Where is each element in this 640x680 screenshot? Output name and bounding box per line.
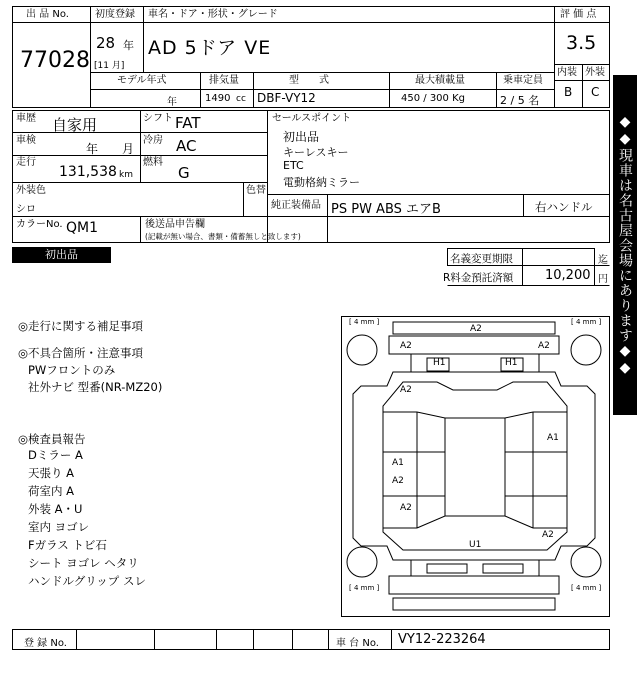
damage-mark-fender-left: A2 [400,385,412,395]
ac-label: 冷房 [143,135,163,146]
ac: AC [176,137,197,155]
recycle-unit: 円 [598,274,608,285]
name-change-label: 名義変更期限 [450,253,513,265]
equipment: PS PW ABS エアB [331,202,441,217]
damage-mark-front-bumper: A2 [470,324,482,334]
driving-notes-title: ◎走行に関する補足事項 [18,319,144,333]
damage-mark-front-left: A2 [400,341,412,351]
color-no-label: カラーNo. [16,219,63,230]
inspection-month-unit: 月 [122,142,135,156]
damage-mark-headlight-right: H1 [505,358,518,368]
defect-item: 社外ナビ 型番(NR-MZ20) [28,380,163,394]
lot-number: 77028 [20,48,90,73]
mileage-unit: km [119,170,133,180]
type-value: DBF-VY12 [257,91,316,105]
first-listing-badge: 初出品 [12,247,111,263]
tire-depth-rl: [ 4 mm ] [349,584,380,592]
color-change-label: 色替 [246,185,266,196]
car-name: AD 5ドア VE [148,37,272,59]
exterior-label: 外装 [585,67,605,78]
inspector-title: ◎検査員報告 [18,432,86,446]
aftermarket-label: 後送品申告欄 [145,219,205,230]
defect-item: PWフロントのみ [28,363,116,377]
car-name-header: 車名・ドア・形状・グレード [148,9,278,20]
exterior-color: シロ [16,204,36,215]
inspector-item: ハンドルグリップ スレ [28,574,146,588]
sales-point: 電動格納ミラー [283,176,360,189]
defects-title: ◎不具合箇所・注意事項 [18,346,144,360]
damage-mark-door-left: A1 [392,458,404,468]
damage-mark-rear: U1 [469,540,482,550]
model-year-unit: 年 [167,97,177,108]
shift: FAT [175,114,201,132]
recycle-label: R料金預託済額 [443,272,514,284]
sales-point: 初出品 [283,130,320,144]
exterior-grade: C [591,85,600,99]
max-load: 450 / 300 Kg [401,93,465,104]
inspector-item: 荷室内 A [28,484,75,498]
displacement-label: 排気量 [209,75,239,86]
inspector-item: シート ヨゴレ ヘタリ [28,556,139,570]
inspection-label: 車検 [16,135,36,146]
capacity: 2 / 5 名 [500,94,540,107]
inspector-item: Dミラー A [28,448,83,462]
inspector-item: 室内 ヨゴレ [28,520,90,534]
inspector-item: Fガラス トビ石 [28,538,107,552]
reg-no-label: 登 録 No. [24,638,67,649]
equipment-label: 純正装備品 [271,200,321,211]
displacement-unit: cc [236,94,246,104]
overall-grade: 3.5 [566,32,597,54]
chassis-label: 車 台 No. [336,638,379,649]
recycle-value: 10,200 [545,268,591,283]
lot-label: 出 品 No. [26,9,69,20]
max-load-label: 最大積載量 [415,75,465,86]
sales-point: キーレスキー [283,146,349,159]
mileage: 131,538 [59,164,117,180]
first-reg-year: 28 [96,34,116,52]
sales-point: ETC [283,159,304,172]
grade-label: 評 価 点 [560,9,597,20]
damage-mark-quarter-left: A2 [400,503,412,513]
model-year-label: モデル年式 [117,75,167,86]
color-no: QM1 [66,220,99,236]
fuel-label: 燃料 [143,157,163,168]
first-reg-month: [11 月] [94,61,125,71]
interior-label: 内装 [557,67,577,78]
chassis-number: VY12-223264 [398,632,486,647]
handle: 右ハンドル [535,200,593,214]
displacement: 1490 [205,93,231,104]
tire-depth-fr: [ 4 mm ] [571,318,602,326]
inspector-item: 天張り A [28,466,75,480]
damage-mark-front-right: A2 [538,341,550,351]
damage-mark-headlight-left: H1 [433,358,446,368]
name-change-unit: 迄 [598,255,608,266]
sales-points-label: セールスポイント [272,113,352,124]
tire-depth-rr: [ 4 mm ] [571,584,602,592]
damage-mark-door-right: A1 [547,433,559,443]
location-banner: ◆◆現車は名古屋会場にあります◆◆ [613,75,637,415]
aftermarket-note: (記載が無い場合、書類・備蓄無しと致します) [145,232,301,241]
mileage-label: 走行 [16,157,36,168]
interior-grade: B [564,85,573,99]
shift-label: シフト [143,113,173,124]
damage-mark-quarter-right: A2 [542,530,554,540]
capacity-label: 乗車定員 [503,75,543,86]
first-reg-label: 初度登録 [95,9,135,20]
year-unit: 年 [123,39,134,52]
fuel: G [178,164,190,182]
type-label: 型 式 [289,75,329,86]
tire-depth-fl: [ 4 mm ] [349,318,380,326]
car-damage-diagram [341,316,609,616]
usage-label: 車歴 [16,113,36,124]
usage: 自家用 [52,116,98,134]
inspection-year-unit: 年 [86,142,99,156]
exterior-color-label: 外装色 [16,185,46,196]
damage-mark-rear-door-left: A2 [392,476,404,486]
inspector-item: 外装 A・U [28,502,83,516]
